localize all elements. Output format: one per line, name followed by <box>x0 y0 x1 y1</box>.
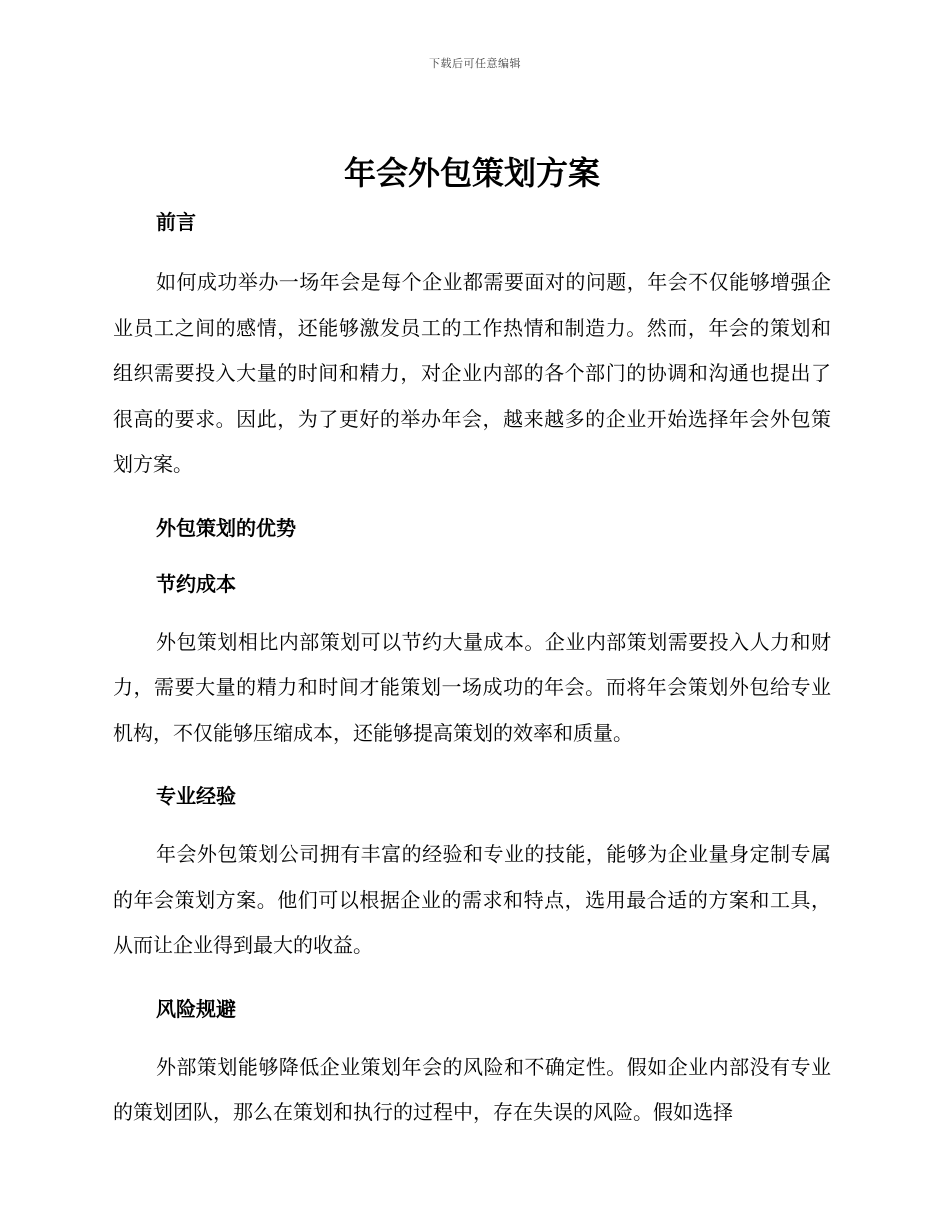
paragraph-risk: 外部策划能够降低企业策划年会的风险和不确定性。假如企业内部没有专业的策划团队，那么在策划和执行的过程中，存在失误的风险。假如选择 <box>113 1054 831 1124</box>
section-heading-cost: 节约成本 <box>156 571 236 596</box>
paragraph-preface: 如何成功举办一场年会是每个企业都需要面对的问题，年会不仅能够增强企业员工之间的感情，还能够激发员工的工作热情和制造力。然而，年会的策划和组织需要投入大量的时间和精力，对企业内部的各个部门的协调和沟通也提出了很高的要求。因此，为了更好的举办年会，越来越多的企业开始选择年会外包策划方案。 <box>113 270 831 476</box>
section-heading-experience: 专业经验 <box>156 784 236 808</box>
header-note: 下载后可任意编辑 <box>429 57 521 70</box>
document-body <box>113 148 831 1136</box>
section-heading-advantages: 外包策划的优势 <box>156 515 296 540</box>
section-heading-risk: 风险规避 <box>156 996 236 1021</box>
paragraph-experience: 年会外包策划公司拥有丰富的经验和专业的技能，能够为企业量身定制专属的年会策划方案。他们可以根据企业的需求和特点，选用最合适的方案和工具，从而让企业得到最大的收益。 <box>113 842 831 957</box>
document-title: 年会外包策划方案 <box>343 154 600 192</box>
paragraph-cost: 外包策划相比内部策划可以节约大量成本。企业内部策划需要投入人力和财力，需要大量的精力和时间才能策划一场成功的年会。而将年会策划外包给专业机构，不仅能够压缩成本，还能够提高策划的效率和质量。 <box>113 629 831 745</box>
section-heading-preface: 前言 <box>156 210 196 234</box>
